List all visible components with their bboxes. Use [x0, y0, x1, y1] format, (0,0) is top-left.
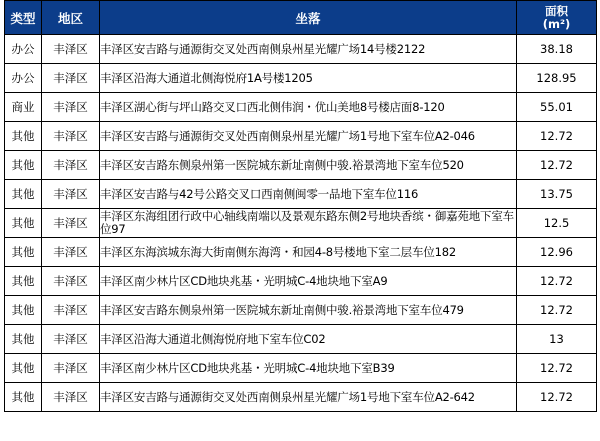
cell-address: 丰泽区安吉路与通源街交叉处西南侧泉州星光耀广场14号楼2122 [100, 35, 517, 64]
header-address: 坐落 [100, 1, 517, 35]
table-row [5, 122, 597, 151]
cell-area: 12.72 [517, 122, 597, 151]
cell-address: 丰泽区沿海大通道北侧海悦府1A号楼1205 [100, 64, 517, 93]
cell-type: 其他 [5, 122, 42, 151]
cell-district: 丰泽区 [42, 296, 100, 325]
cell-district: 丰泽区 [42, 35, 100, 64]
cell-district: 丰泽区 [42, 64, 100, 93]
cell-area: 12.72 [517, 296, 597, 325]
cell-type: 其他 [5, 180, 42, 209]
cell-area: 13.75 [517, 180, 597, 209]
cell-district: 丰泽区 [42, 267, 100, 296]
cell-type: 其他 [5, 296, 42, 325]
cell-address: 丰泽区东海组团行政中心轴线南端以及景观东路东侧2号地块香缤・御嘉苑地下室车位97 [100, 209, 517, 238]
table-row [5, 383, 597, 412]
cell-address: 丰泽区安吉路与通源街交叉处西南侧泉州星光耀广场1号地下室车位A2-642 [100, 383, 517, 412]
cell-type: 其他 [5, 267, 42, 296]
header-area-label: 面积 [545, 3, 568, 18]
header-district: 地区 [42, 1, 100, 35]
table-row [5, 93, 597, 122]
cell-address: 丰泽区东海滨城东海大街南侧东海湾・和园4-8号楼地下室二层车位182 [100, 238, 517, 267]
cell-type: 办公 [5, 35, 42, 64]
table-row [5, 325, 597, 354]
table-row [5, 296, 597, 325]
cell-district: 丰泽区 [42, 325, 100, 354]
table-row [5, 35, 597, 64]
cell-area: 12.5 [517, 209, 597, 238]
cell-area: 13 [517, 325, 597, 354]
cell-area: 12.72 [517, 354, 597, 383]
cell-district: 丰泽区 [42, 180, 100, 209]
cell-area: 12.72 [517, 383, 597, 412]
cell-district: 丰泽区 [42, 122, 100, 151]
cell-type: 其他 [5, 151, 42, 180]
property-table [4, 0, 597, 412]
cell-address: 丰泽区南少林片区CD地块兆基・光明城C-4地块地下室B39 [100, 354, 517, 383]
cell-district: 丰泽区 [42, 238, 100, 267]
table-row [5, 267, 597, 296]
header-area-unit: (m²) [542, 16, 571, 31]
cell-area: 12.72 [517, 151, 597, 180]
cell-address: 丰泽区南少林片区CD地块兆基・光明城C-4地块地下室A9 [100, 267, 517, 296]
cell-area: 128.95 [517, 64, 597, 93]
cell-district: 丰泽区 [42, 93, 100, 122]
cell-type: 其他 [5, 209, 42, 238]
cell-type: 办公 [5, 64, 42, 93]
cell-address: 丰泽区安吉路与通源街交叉处西南侧泉州星光耀广场1号地下室车位A2-046 [100, 122, 517, 151]
table-header-row [5, 1, 597, 35]
cell-type: 其他 [5, 354, 42, 383]
cell-address: 丰泽区安吉路与42号公路交叉口西南侧闽零一品地下室车位116 [100, 180, 517, 209]
cell-type: 其他 [5, 238, 42, 267]
cell-district: 丰泽区 [42, 209, 100, 238]
cell-area: 55.01 [517, 93, 597, 122]
header-area [517, 1, 597, 35]
cell-address: 丰泽区沿海大通道北侧海悦府地下室车位C02 [100, 325, 517, 354]
cell-area: 38.18 [517, 35, 597, 64]
header-type: 类型 [5, 1, 42, 35]
cell-address: 丰泽区安吉路东侧泉州第一医院城东新址南侧中骏.裕景湾地下室车位520 [100, 151, 517, 180]
cell-type: 其他 [5, 383, 42, 412]
cell-area: 12.72 [517, 267, 597, 296]
cell-address: 丰泽区安吉路东侧泉州第一医院城东新址南侧中骏.裕景湾地下室车位479 [100, 296, 517, 325]
table-row [5, 354, 597, 383]
cell-district: 丰泽区 [42, 383, 100, 412]
table-row [5, 180, 597, 209]
cell-district: 丰泽区 [42, 151, 100, 180]
cell-type: 其他 [5, 325, 42, 354]
cell-type: 商业 [5, 93, 42, 122]
table-row [5, 64, 597, 93]
cell-address: 丰泽区湖心街与坪山路交叉口西北侧伟润・优山美地8号楼店面8-120 [100, 93, 517, 122]
cell-district: 丰泽区 [42, 354, 100, 383]
table-row [5, 238, 597, 267]
table-row [5, 151, 597, 180]
table-row [5, 209, 597, 238]
cell-area: 12.96 [517, 238, 597, 267]
